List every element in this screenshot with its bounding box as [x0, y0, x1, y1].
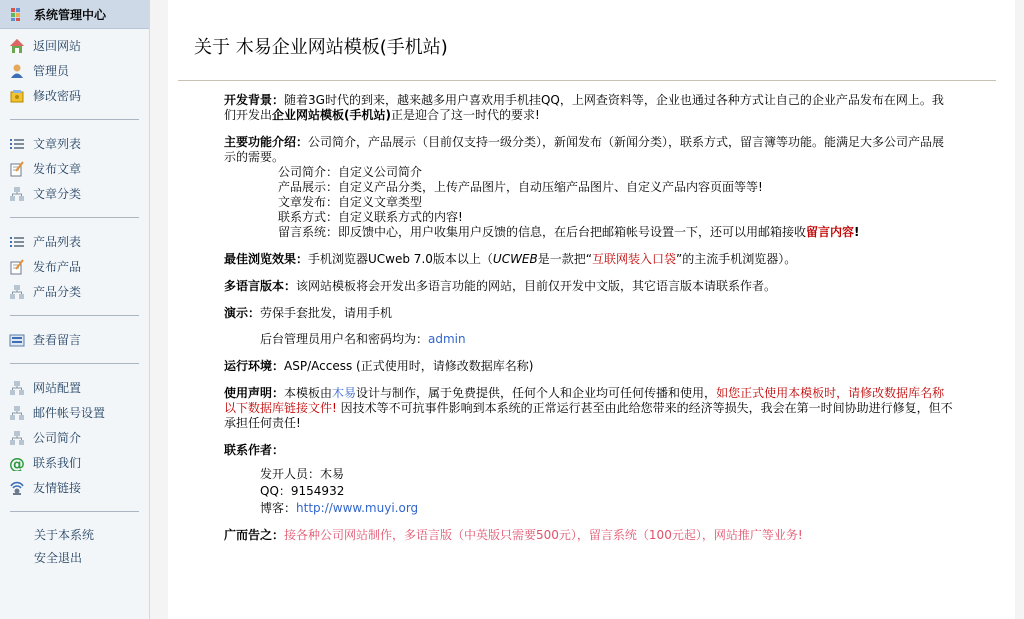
sidebar-item-home[interactable]: 返回网站 [0, 33, 149, 58]
sidebar-title: 系统管理中心 [34, 7, 107, 22]
sidebar-item-logout[interactable]: 安全退出 [34, 551, 83, 565]
svg-text:@: @ [9, 454, 25, 471]
sidebar-divider [10, 217, 139, 218]
admin-credentials: admin [428, 332, 466, 346]
sidebar-divider [10, 511, 139, 512]
sidebar-item-about[interactable]: 关于本系统 [34, 528, 95, 542]
sidebar-header [0, 0, 149, 29]
sidebar-divider [10, 363, 139, 364]
section-environment: 运行环境：ASP/Access (正式使用时，请修改数据库名称) [224, 359, 534, 373]
edit-icon [9, 161, 25, 177]
edit-icon [9, 259, 25, 275]
sidebar-item-product-list[interactable]: 产品列表 [0, 229, 149, 254]
sidebar-item-article-list[interactable]: 文章列表 [0, 131, 149, 156]
blog-link[interactable]: http://www.muyi.org [296, 501, 419, 515]
section-background: 开发背景：随着3G时代的到来，越来越多用户喜欢用手机挂QQ，上网查资料等，企业也通过各种方式让自己的企业产品发布在网上。我们开发出企业网站模板(手机站)正是迎合了这一时代的要求! [224, 93, 944, 122]
mail-settings-icon [9, 405, 25, 421]
sidebar-divider [10, 119, 139, 120]
at-icon [9, 455, 25, 471]
main-panel [168, 0, 1015, 619]
sidebar-item-password[interactable]: 修改密码 [0, 83, 149, 108]
feature-item: 留言系统：即反馈中心，用户收集用户反馈的信息，在后台把邮箱帐号设置一下，还可以用邮箱接收留言内容! [278, 225, 860, 239]
feature-item: 联系方式：自定义联系方式的内容! [278, 210, 463, 224]
sidebar [0, 0, 150, 619]
feature-item: 产品展示：自定义产品分类，上传产品图片，自动压缩产品图片、自定义产品内容页面等等! [278, 180, 763, 194]
sidebar-item-product-category[interactable]: 产品分类 [0, 279, 149, 304]
sidebar-item-company-profile[interactable]: 公司简介 [0, 425, 149, 450]
section-demo: 演示：劳保手套批发，请用手机 后台管理员用户名和密码均为：admin [224, 306, 466, 346]
sidebar-item-article-category[interactable]: 文章分类 [0, 181, 149, 206]
feature-item: 公司简介：自定义公司简介 [278, 165, 423, 179]
section-multilang: 多语言版本：该网站模板将会开发出多语言功能的网站，目前仅开发中文版，其它语言版本请联系作者。 [224, 279, 777, 293]
section-contact: 联系作者： 发开人员：木易 QQ：9154932 博客：http://www.muyi.org [224, 443, 419, 515]
sidebar-item-messages[interactable]: 查看留言 [0, 327, 149, 352]
user-icon [9, 63, 25, 79]
category-icon [9, 284, 25, 300]
sidebar-item-site-config[interactable]: 网站配置 [0, 375, 149, 400]
home-icon [9, 38, 25, 54]
feature-item: 文章发布：自定义文章类型 [278, 195, 423, 209]
title-divider [178, 80, 996, 81]
sidebar-item-contact-us[interactable]: @ 联系我们 [9, 454, 82, 471]
list-icon [9, 234, 25, 250]
message-icon [9, 332, 25, 348]
grid-icon [9, 6, 25, 22]
section-features: 主要功能介绍：公司简介，产品展示（目前仅支持一级分类），新闻发布（新闻分类），联系方式，留言簿等功能。能满足大多公司产品展示的需要。 公司简介：自定义公司简介 产品展示：自定义产品分类，上传产品图片，自动压缩产品图片、自定义产品内容页面等等! 文章发布：自定义文章类型 联系方式：自定义联系方式的内容! 留言系统：即反馈中心，用户收集用户反馈的信息，在后台把邮箱帐号设置一下，还可以用邮箱接收留言内容! [224, 135, 954, 240]
section-usage: 使用声明：本模板由木易设计与制作，属于免费提供，任何个人和企业均可任何传播和使用，如您正式使用本模板时，请修改数据库名称以下数据库链接文件! 因技术等不可抗事件影响到本系统的正常运行甚至由此给您带来的经济等损失，我会在第一时间协助进行修复，但不承担任何责任! [224, 386, 953, 430]
list-icon [9, 136, 25, 152]
key-icon [9, 88, 25, 104]
sidebar-item-friend-links[interactable]: 友情链接 [0, 475, 149, 500]
section-ad: 广而告之：接各种公司网站制作，多语言版（中英版只需要500元），留言系统（100元起），网站推广等业务! [224, 528, 803, 542]
sidebar-item-admin[interactable]: 管理员 [0, 58, 149, 83]
sidebar-item-publish-article[interactable]: 发布文章 [0, 156, 149, 181]
author-link[interactable]: 木易 [332, 386, 357, 400]
about-content [224, 93, 954, 555]
sidebar-item-mail-settings[interactable]: 邮件帐号设置 [0, 400, 149, 425]
sidebar-divider [10, 315, 139, 316]
page-title: 关于 木易企业网站模板(手机站) [194, 37, 448, 58]
config-icon [9, 380, 25, 396]
company-icon [9, 430, 25, 446]
sidebar-item-publish-product[interactable]: 发布产品 [0, 254, 149, 279]
section-browser: 最佳浏览效果：手机浏览器UCweb 7.0版本以上（UCWEB是一款把“互联网装入口袋”的主流手机浏览器）。 [224, 252, 797, 266]
category-icon [9, 186, 25, 202]
link-icon [9, 480, 25, 496]
